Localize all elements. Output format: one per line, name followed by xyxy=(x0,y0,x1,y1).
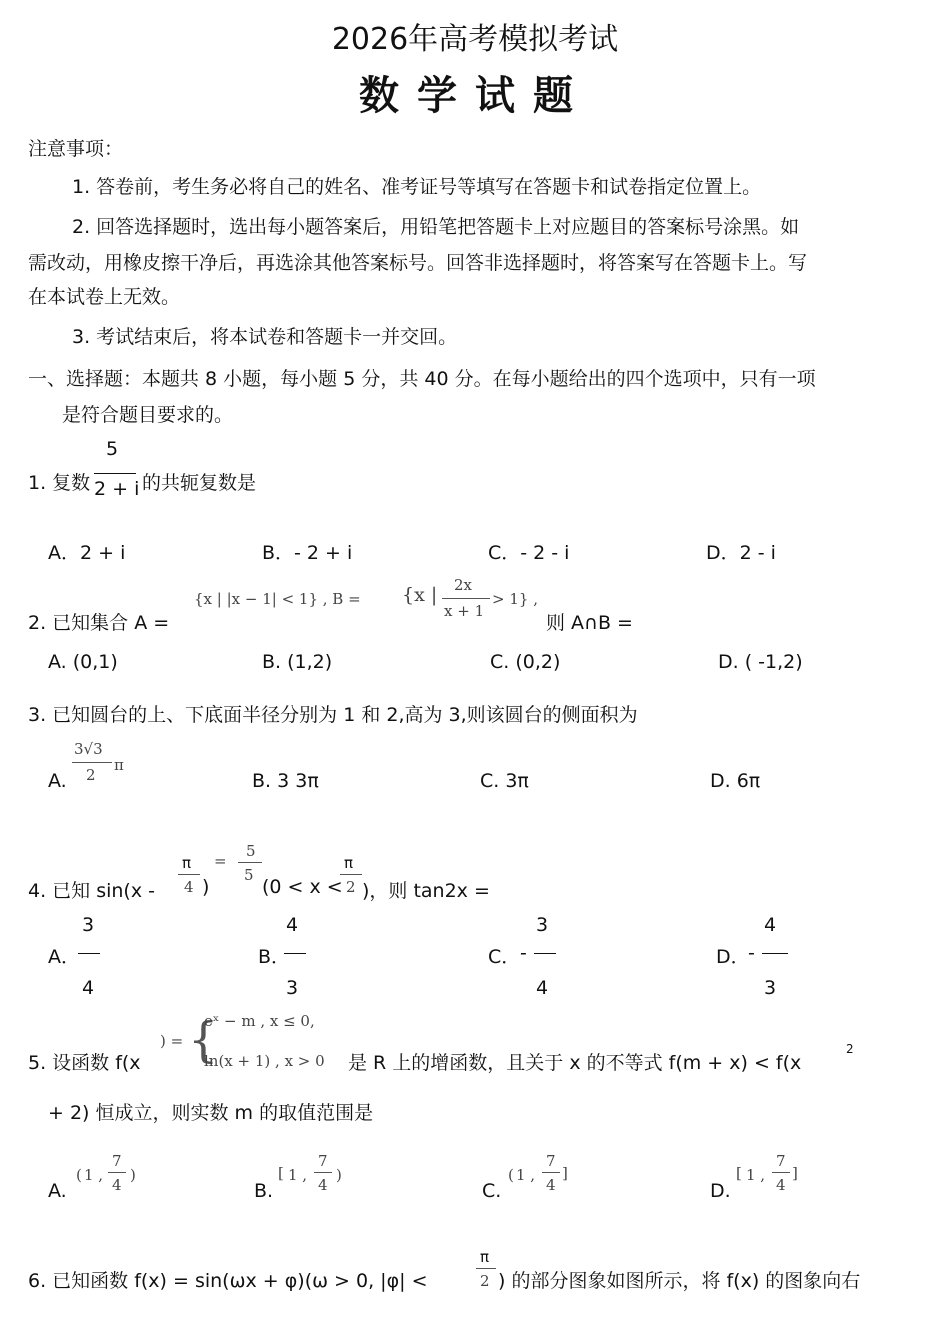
q4-prefix: 4. 已知 sin(x - xyxy=(28,880,155,902)
q4-frac-bar xyxy=(178,874,200,875)
q4-option-b-den: 3 xyxy=(286,977,299,999)
q5-case-1: eˣ − m , x ≤ 0, xyxy=(204,1012,315,1030)
q3-option-b: B. 3 3π xyxy=(252,770,319,792)
q2-set-b-den: x + 1 xyxy=(444,602,485,620)
q4-val-bar xyxy=(238,862,262,863)
q5-brace-icon: { xyxy=(188,1012,219,1068)
notice-item-2-line-2: 需改动，用橡皮擦干净后，再选涂其他答案标号。回答非选择题时，将答案写在答题卡上。写 xyxy=(28,252,808,274)
q3-option-a-den: 2 xyxy=(86,766,96,784)
q4-option-b-num: 4 xyxy=(286,914,299,936)
q5-option-a-open: ( xyxy=(76,1166,82,1184)
q2-set-b-num: 2x xyxy=(454,576,473,594)
q3-option-a-label: A. xyxy=(48,770,67,792)
q5-option-b-bar xyxy=(314,1172,332,1173)
q6-suffix: ) 的部分图象如图所示，将 f(x) 的图象向右 xyxy=(498,1270,861,1292)
q2-prefix: 2. 已知集合 A = xyxy=(28,612,170,634)
q1-option-d: D．2 - i xyxy=(706,542,776,564)
q4-option-c-label: C． xyxy=(488,946,521,968)
notice-item-2-line-1: 2. 回答选择题时，选出每小题答案后，用铅笔把答题卡上对应题目的答案标号涂黑。如 xyxy=(72,216,800,238)
q4-option-d-sign: - xyxy=(748,942,755,964)
q4-range-two: 2 xyxy=(346,878,356,896)
notice-item-1: 1. 答卷前，考生务必将自己的姓名、准考证号等填写在答题卡和试卷指定位置上。 xyxy=(72,176,762,198)
q5-option-c-label: C. xyxy=(482,1180,502,1202)
q5-option-c-num: 7 xyxy=(546,1152,556,1170)
q5-option-a-bar xyxy=(108,1172,126,1173)
q2-set-b-bar xyxy=(442,598,490,599)
q4-option-a-num: 3 xyxy=(82,914,95,936)
section-1-line-2: 是符合题目要求的。 xyxy=(62,404,234,426)
q6-two: 2 xyxy=(480,1272,490,1290)
q2-option-b: B. (1,2) xyxy=(262,651,333,673)
q5-mid: 是 R 上的增函数，且关于 x 的不等式 f(m + x) < f(x xyxy=(348,1052,802,1074)
q4-option-c-bar xyxy=(534,953,556,954)
q5-option-d-num: 7 xyxy=(776,1152,786,1170)
q3-option-a-num: 3√3 xyxy=(74,740,103,758)
q4-option-a-den: 4 xyxy=(82,977,95,999)
q5-case-2: ln(x + 1) , x > 0 xyxy=(204,1052,325,1070)
q2-option-c: C. (0,2) xyxy=(490,651,561,673)
q5-option-c-den: 4 xyxy=(546,1176,556,1194)
q5-option-b-close: ) xyxy=(336,1166,342,1184)
q5-option-c-open: ( xyxy=(508,1166,514,1184)
q4-range-b: )，则 tan2x = xyxy=(362,880,490,902)
q5-option-d-open: [ xyxy=(736,1164,742,1182)
q5-option-a-label: A. xyxy=(48,1180,67,1202)
q4-option-d-den: 3 xyxy=(764,977,777,999)
q4-val-num: 5 xyxy=(246,842,256,860)
q5-option-a-a: 1 , xyxy=(84,1166,104,1184)
q5-option-a-num: 7 xyxy=(112,1152,122,1170)
q3-option-a-bar xyxy=(72,762,112,763)
q3-option-d: D. 6π xyxy=(710,770,761,792)
q5-option-b-den: 4 xyxy=(318,1176,328,1194)
q1-prefix: 1. 复数 xyxy=(28,472,91,494)
q4-option-c-sign: - xyxy=(520,942,527,964)
q5-option-b-num: 7 xyxy=(318,1152,328,1170)
q5-option-a-den: 4 xyxy=(112,1176,122,1194)
q5-option-c-a: 1 , xyxy=(516,1166,536,1184)
q4-val-den: 5 xyxy=(244,866,254,884)
exam-subject: 数学试题 xyxy=(359,73,591,119)
q1-frac-den: 2 + i xyxy=(94,478,140,500)
q5-option-c-close: ] xyxy=(562,1164,568,1182)
q4-option-a-bar xyxy=(78,953,100,954)
q5-eq: ) = xyxy=(160,1032,184,1050)
q5-option-b-a: 1 , xyxy=(288,1166,308,1184)
q1-frac-num: 5 xyxy=(106,438,119,460)
q2-option-a: A. (0,1) xyxy=(48,651,118,673)
q5-option-b-open: [ xyxy=(278,1164,284,1182)
exam-title: 2026年高考模拟考试 xyxy=(331,22,619,57)
q5-option-d-a: 1 , xyxy=(746,1166,766,1184)
q1-suffix: 的共轭复数是 xyxy=(142,472,257,494)
q5-option-a-close: ) xyxy=(130,1166,136,1184)
q3-option-a-pi: π xyxy=(114,756,124,774)
q4-option-d-bar xyxy=(762,953,788,954)
q5-option-d-close: ] xyxy=(792,1164,798,1182)
q5-option-d-den: 4 xyxy=(776,1176,786,1194)
q4-option-b-label: B． xyxy=(258,946,291,968)
q1-frac-bar xyxy=(94,473,136,474)
q4-option-c-num: 3 xyxy=(536,914,549,936)
q4-option-d-num: 4 xyxy=(764,914,777,936)
q2-set-b-left: {x | xyxy=(402,584,438,606)
q2-suffix: 则 A∩B = xyxy=(546,612,633,634)
q4-option-a-label: A． xyxy=(48,946,80,968)
notice-item-3: 3. 考试结束后，将本试卷和答题卡一并交回。 xyxy=(72,326,458,348)
q3-text: 3. 已知圆台的上、下底面半径分别为 1 和 2,高为 3,则该圆台的侧面积为 xyxy=(28,704,638,726)
q4-pi: π xyxy=(182,854,192,872)
q4-range-a: (0 < x < xyxy=(262,876,343,898)
q1-option-b: B．- 2 + i xyxy=(262,542,353,564)
q2-option-d: D. ( -1,2) xyxy=(718,651,803,673)
q4-four: 4 xyxy=(184,878,194,896)
q4-range-pi: π xyxy=(344,854,354,872)
q5-option-b-label: B. xyxy=(254,1180,274,1202)
q6-prefix: 6. 已知函数 f(x) = sin(ωx + φ)(ω > 0, |φ| < xyxy=(28,1270,428,1292)
q5-prefix: 5. 设函数 f(x xyxy=(28,1052,141,1074)
q4-range-bar xyxy=(340,874,362,875)
q3-option-c: C. 3π xyxy=(480,770,529,792)
q1-option-c: C．- 2 - i xyxy=(488,542,570,564)
q5-line-2: + 2) 恒成立，则实数 m 的取值范围是 xyxy=(48,1102,374,1124)
q5-sup: 2 xyxy=(846,1042,854,1056)
notice-heading: 注意事项： xyxy=(28,138,124,160)
q4-option-b-bar xyxy=(284,953,306,954)
section-1-line-1: 一、选择题：本题共 8 小题，每小题 5 分，共 40 分。在每小题给出的四个选项中，只有一项 xyxy=(28,368,816,390)
q1-option-a: A．2 + i xyxy=(48,542,126,564)
q5-option-d-bar xyxy=(772,1172,790,1173)
q4-eq: = xyxy=(214,852,227,870)
q4-option-c-den: 4 xyxy=(536,977,549,999)
q6-frac-bar xyxy=(476,1268,496,1269)
notice-item-2-line-3: 在本试卷上无效。 xyxy=(28,286,181,308)
q5-option-c-bar xyxy=(542,1172,560,1173)
q4-option-d-label: D． xyxy=(716,946,750,968)
q5-option-d-label: D. xyxy=(710,1180,731,1202)
q4-close: ) xyxy=(202,876,210,898)
q2-set-b-right: > 1} , xyxy=(492,590,538,608)
q6-pi: π xyxy=(480,1248,490,1266)
q2-set-a: {x | |x − 1| < 1} , B = xyxy=(194,590,361,608)
